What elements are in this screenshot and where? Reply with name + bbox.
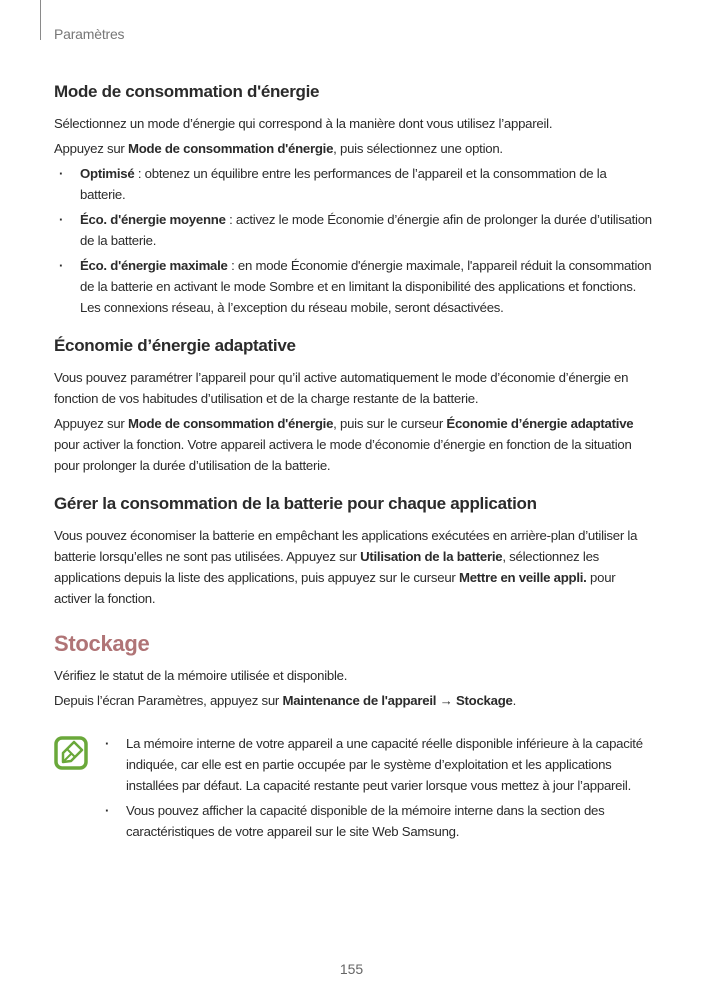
heading-storage: Stockage — [54, 631, 150, 656]
running-header: Paramètres — [54, 26, 125, 42]
menu-path: Mode de consommation d'énergie — [127, 141, 334, 156]
note-item: · La mémoire interne de votre appareil a une capacité réelle disponible inférieure à la capacité indiquée, car elle est en partie occupée par le système d’exploitation et les applications installées par défaut. La capacité restante peut varier lorsque vous mettez à jour l’appareil. — [100, 733, 656, 796]
per-app-para: Vous pouvez économiser la batterie en empêchant les applications exécutées en arrière-plan d’utiliser la batterie lorsqu’elles ne sont pas utilisées. Appuyez sur Utilisation de la batterie, sélectionnez les applications depuis la liste des applications, puis appuyez sur le curseur Mettre en veille appli. pour activer la fonction. — [54, 528, 638, 606]
option-item: · Éco. d'énergie maximale : en mode Économie d'énergie maximale, l'appareil réduit la consommation de la batterie en activant le mode Sombre et en limitant la disponibilité des applications et fonctions. Les connexions réseau, à l’exception du réseau mobile, seront désactivées. — [54, 255, 654, 318]
storage-para-1: Vérifiez le statut de la mémoire utilisée et disponible. — [54, 668, 348, 683]
heading-adaptive: Économie d’énergie adaptative — [54, 336, 296, 355]
note-pencil-icon — [54, 736, 88, 770]
note-item: · Vous pouvez afficher la capacité disponible de la mémoire interne dans la section des caractéristiques de votre appareil sur le site Web Samsung. — [100, 800, 656, 842]
heading-per-app: Gérer la consommation de la batterie pour chaque application — [54, 494, 537, 513]
option-item: · Optimisé : obtenez un équilibre entre les performances de l’appareil et la consommation de la batterie. — [54, 163, 654, 205]
storage-para-2: Depuis l’écran Paramètres, appuyez sur Maintenance de l'appareil → Stockage. — [54, 693, 517, 708]
option-item: · Éco. d'énergie moyenne : activez le mode Économie d’énergie afin de prolonger la durée d’utilisation de la batterie. — [54, 209, 654, 251]
power-mode-instruction: Appuyez sur Mode de consommation d'énergie, puis sélectionnez une option. — [54, 141, 503, 156]
heading-power-mode: Mode de consommation d'énergie — [54, 82, 320, 101]
page-content — [54, 82, 654, 711]
power-mode-intro: Sélectionnez un mode d’énergie qui correspond à la manière dont vous utilisez l’appareil. — [54, 116, 553, 131]
adaptive-para-1: Vous pouvez paramétrer l’appareil pour qu’il active automatiquement le mode d’économie d’énergie en fonction de vos habitudes d’utilisation et de la charge restante de la batterie. — [54, 370, 629, 406]
note-list — [100, 733, 656, 842]
power-mode-options — [54, 163, 654, 318]
page-number: 155 — [339, 961, 364, 977]
header-divider — [40, 0, 41, 40]
adaptive-para-2: Appuyez sur Mode de consommation d'énergie, puis sur le curseur Économie d’énergie adaptative pour activer la fonction. Votre appareil activera le mode d’économie d’énergie en fonction de la situation pour prolonger la durée d’utilisation de la batterie. — [54, 416, 634, 473]
